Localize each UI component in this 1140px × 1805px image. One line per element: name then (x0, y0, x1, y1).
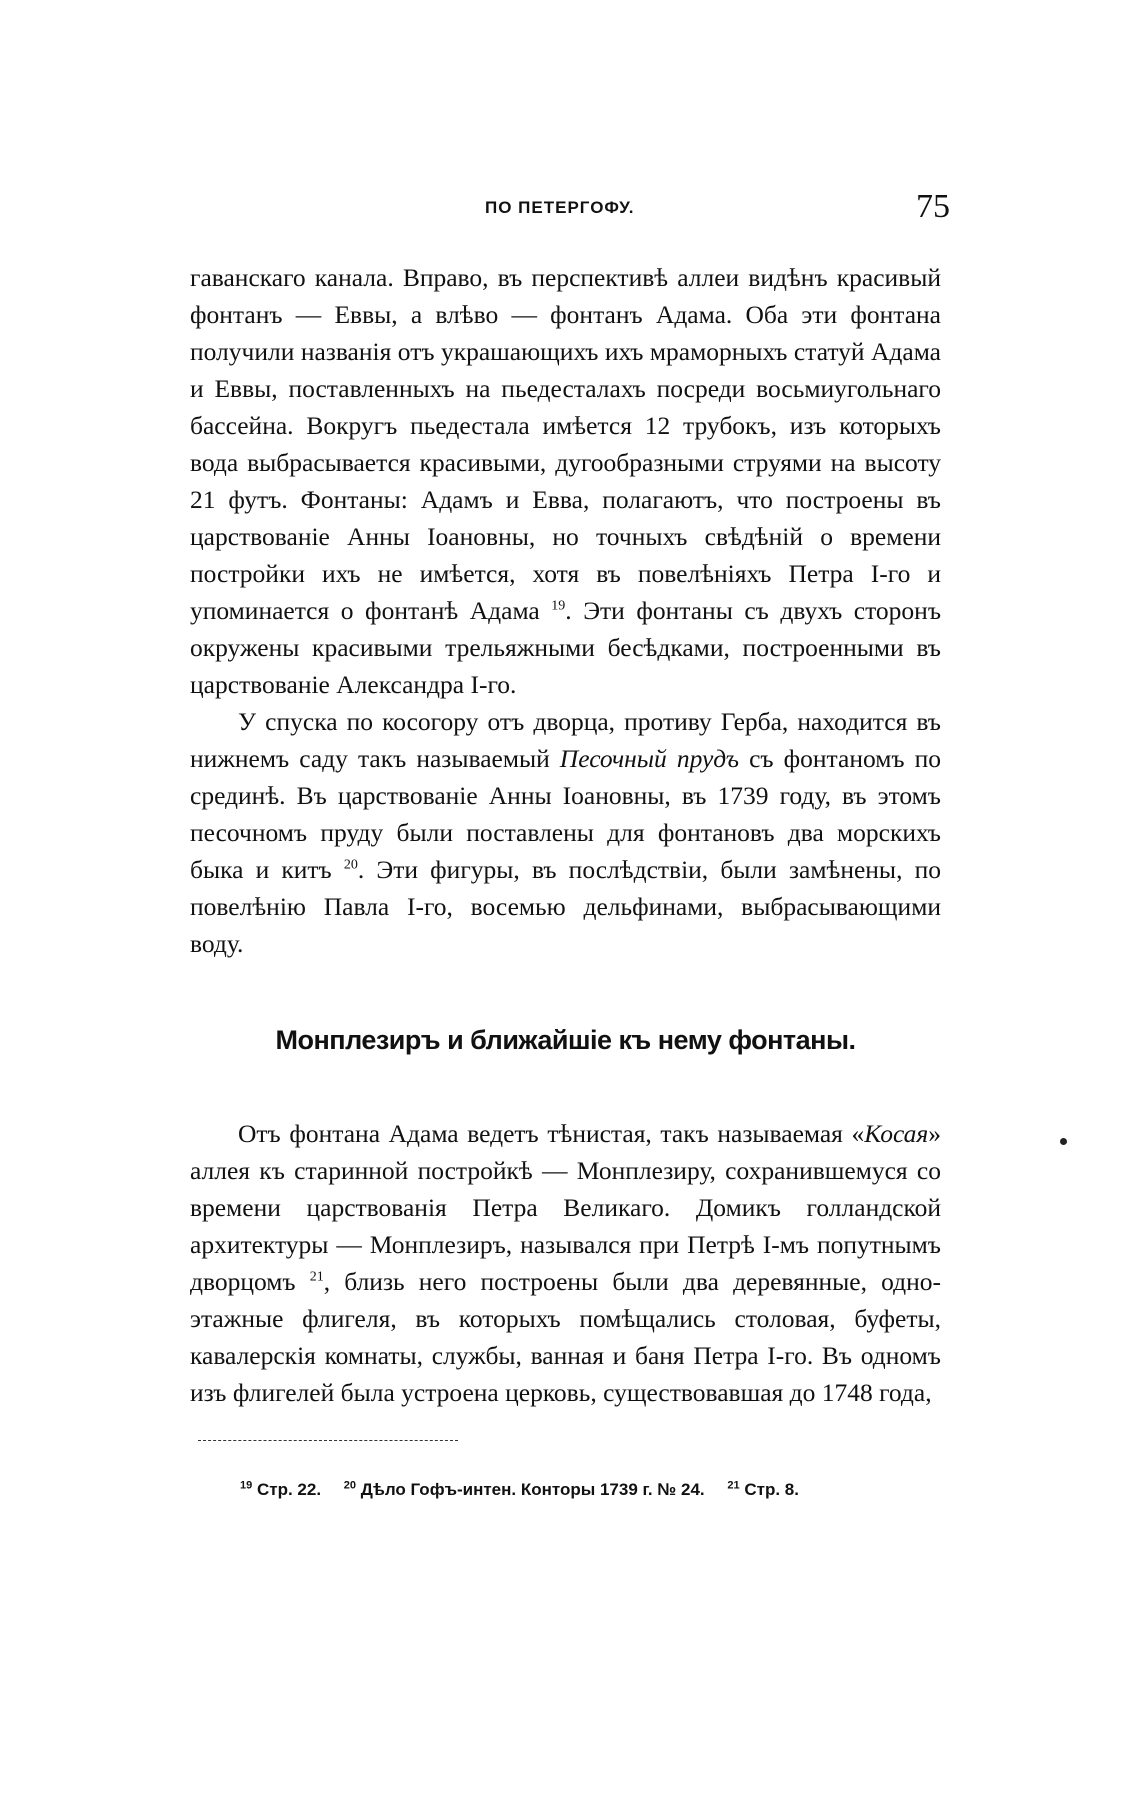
footnote-text: Стр. 8. (744, 1480, 799, 1499)
paragraph (190, 259, 941, 703)
page-number: 75 (916, 188, 950, 225)
footnote (727, 1480, 799, 1499)
footnote (344, 1480, 705, 1499)
paragraph-text: гаванскаго канала. Вправо, въ перспективѣ аллеи видѣнъ красивый фонтанъ — Еввы, а влѣво — фонтанъ Адама. Оба эти фонтана получили названія отъ украшающихъ ихъ мраморныхъ статуй Адама и Еввы, поставленныхъ на пьедесталахъ посреди восьмиугольнаго бассейна. Вокругъ пьедестала имѣется 12 трубокъ, изъ которыхъ вода выбрасывается красивыми, дугообразными струями на высоту 21 футъ. Фонтаны: Адамъ и Евва, полагаютъ, что построены въ царствованіе Анны Іоановны, но точныхъ свѣдѣній о времени постройки ихъ не имѣется, хотя въ повелѣніяхъ Петра I-го и упоминается о фонтанѣ Адама (190, 263, 941, 625)
footnote (240, 1480, 321, 1499)
footnote-reference: 21 (309, 1269, 324, 1285)
section-heading: Монплезиръ и ближайшіе къ нему фонтаны. (275, 1025, 856, 1055)
ink-speck (1060, 1138, 1067, 1145)
footnote-text: Дѣло Гофъ-интен. Конторы 1739 г. № 24. (360, 1480, 705, 1499)
paragraph-text: » аллея къ старинной постройкѣ — Монплезиру, сохранившемуся со времени царствованія Петра Великаго. Домикъ голландской архитектуры — Монплезиръ, назывался при Петрѣ I-мъ попутнымъ дворцомъ (190, 1119, 941, 1296)
text-block-bottom (190, 1115, 941, 1411)
footnote-mark: 21 (727, 1479, 740, 1492)
paragraph-text: . Эти фигуры, въ послѣдствіи, были замѣнены, по повелѣнію Павла I-го, восемью дельфинами, выбрасывающими воду. (190, 855, 941, 958)
running-title: ПО ПЕТЕРГОФУ. (485, 198, 635, 217)
paragraph (190, 703, 941, 962)
footnote-text: Стр. 22. (256, 1480, 322, 1499)
text-block-top (190, 259, 941, 962)
footnote-reference: 20 (343, 857, 358, 873)
paragraph-text: . Эти фонтаны съ двухъ сторонъ окружены красивыми трельяжными бесѣдками, построенными въ царствованіе Александра I-го. (190, 596, 942, 699)
footnote-divider (198, 1440, 458, 1441)
running-head (190, 188, 950, 232)
italic-term: Песочный прудъ (559, 744, 740, 773)
paragraph-text: Отъ фонтана Адама ведетъ тѣнистая, такъ называемая « (238, 1119, 865, 1148)
paragraph-text: , близь него построены были два деревянные, одно-этажные флигеля, въ которыхъ помѣщались столовая, буфеты, кавалерскія комнаты, службы, ванная и баня Петра I-го. Въ одномъ изъ флигелей была устроена церковь, существовавшая до 1748 года, (190, 1267, 941, 1407)
paragraph-text: У спуска по косогору отъ дворца, противу Герба, находится въ нижнемъ саду такъ называемый (190, 707, 941, 773)
footnotes (240, 1480, 817, 1500)
footnote-reference: 19 (551, 598, 566, 614)
footnote-mark: 19 (240, 1479, 253, 1492)
italic-term: Косая (864, 1119, 929, 1148)
paragraph-text: съ фонтаномъ по срединѣ. Въ царствованіе Анны Іоановны, въ 1739 году, въ этомъ песочномъ пруду были поставлены для фонтановъ два морскихъ быка и китъ (190, 744, 941, 884)
footnote-mark: 20 (343, 1479, 357, 1492)
paragraph (190, 1115, 941, 1411)
